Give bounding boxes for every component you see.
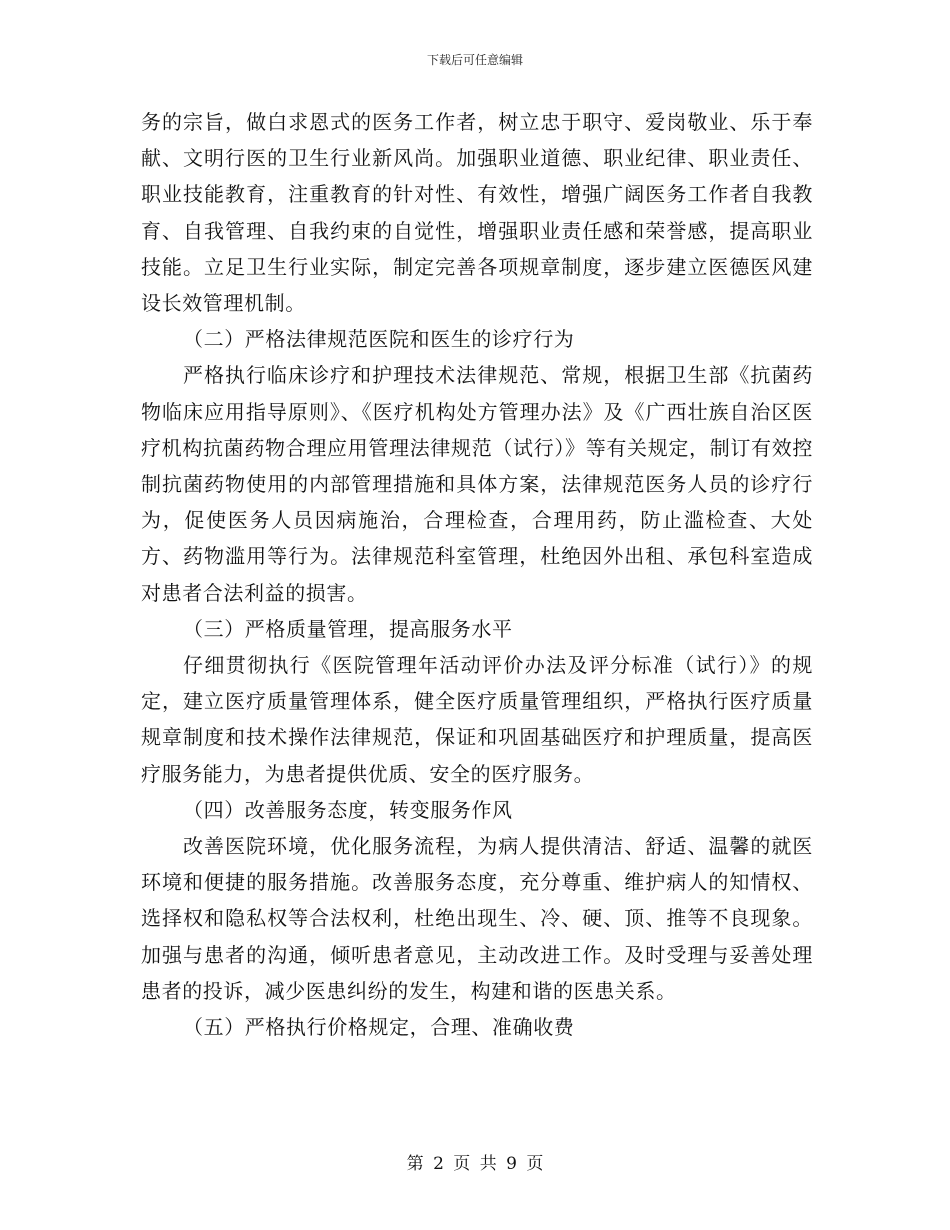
section-heading-2: （二）严格法律规范医院和医生的诊疗行为 xyxy=(183,327,575,352)
page-header: 下载后可任意编辑 xyxy=(426,53,523,67)
paragraph-section-2: 严格执行临床诊疗和护理技术法律规范、常规，根据卫生部《抗菌药物临床应用指导原则》、《医疗机构处方管理办法》及《广西壮族自治区医疗机构抗菌药物合理应用管理法律规范（试行）》等有关规定，制订有效控制抗菌药物使用的内部管理措施和具体方案，法律规范医务人员的诊疗行为，促使医务人员因病施治，合理检查，合理用药，防止滥检查、大处方、药物滥用等行为。法律规范科室管理，杜绝因外出租、承包科室造成对患者合法利益的损害。 xyxy=(141,363,813,605)
page-number-footer: 第 2 页 共 9 页 xyxy=(406,1154,544,1174)
paragraph-continued: 务的宗旨，做白求恩式的医务工作者，树立忠于职守、爱岗敬业、乐于奉献、文明行医的卫生行业新风尚。加强职业道德、职业纪律、职业责任、职业技能教育，注重教育的针对性、有效性，增强广阔医务工作者自我教育、自我管理、自我约束的自觉性，增强职业责任感和荣誉感，提高职业技能。立足卫生行业实际，制定完善各项规章制度，逐步建立医德医风建设长效管理机制。 xyxy=(141,110,813,316)
document-body xyxy=(141,104,813,1045)
paragraph-section-3: 仔细贯彻执行《医院管理年活动评价办法及评分标准（试行）》的规定，建立医疗质量管理体系，健全医疗质量管理组织，严格执行医疗质量规章制度和技术操作法律规范，保证和巩固基础医疗和护理质量，提高医疗服务能力，为患者提供优质、安全的医疗服务。 xyxy=(141,653,813,786)
section-heading-3: （三）严格质量管理，提高服务水平 xyxy=(183,616,513,641)
paragraph-section-4: 改善医院环境，优化服务流程，为病人提供清洁、舒适、温馨的就医环境和便捷的服务措施。改善服务态度，充分尊重、维护病人的知情权、选择权和隐私权等合法权利，杜绝出现生、冷、硬、顶、推等不良现象。加强与患者的沟通，倾听患者意见，主动改进工作。及时受理与妥善处理患者的投诉，减少医患纠纷的发生，构建和谐的医患关系。 xyxy=(141,834,813,1003)
section-heading-4: （四）改善服务态度，转变服务作风 xyxy=(183,797,513,822)
section-heading-5: （五）严格执行价格规定，合理、准确收费 xyxy=(183,1015,575,1040)
